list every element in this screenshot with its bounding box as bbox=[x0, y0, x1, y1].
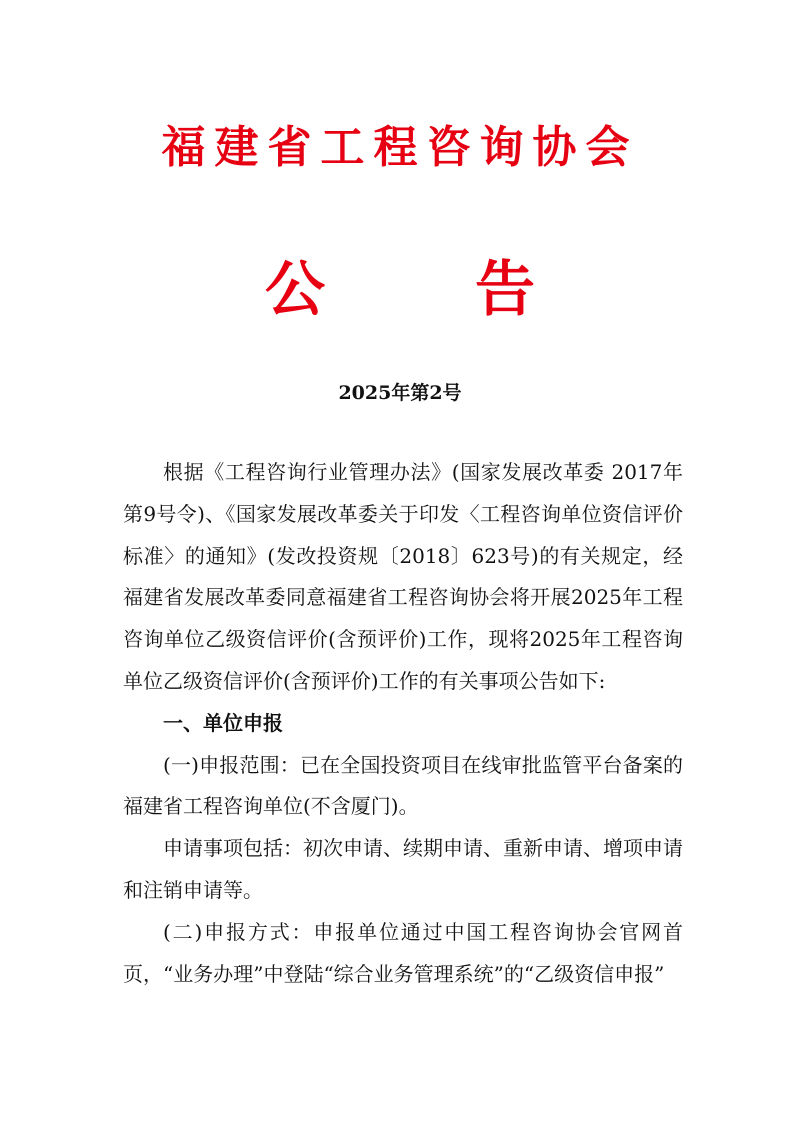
item-application-method: (二)申报方式：申报单位通过中国工程咨询协会官网首页，“业务办理”中登陆“综合业务管理系统”的“乙级资信申报” bbox=[123, 919, 683, 986]
notice-title-char-1: 公 bbox=[265, 255, 325, 325]
notice-body bbox=[123, 452, 683, 995]
item-application-scope: (一)申报范围：已在全国投资项目在线审批监管平台备案的福建省工程咨询单位(不含厦门)。 bbox=[123, 752, 683, 819]
document-number: 2025年第2号 bbox=[338, 382, 462, 404]
notice-title-char-2: 告 bbox=[475, 255, 535, 325]
intro-paragraph: 根据《工程咨询行业管理办法》(国家发展改革委 2017年第9号令)、《国家发展改革委关于印发〈工程咨询单位资信评价标准〉的通知》(发改投资规〔2018〕623号)的有关规定，经福建省发展改革委同意福建省工程咨询协会将开展2025年工程咨询单位乙级资信评价(含预评价)工作，现将2025年工程咨询单位乙级资信评价(含预评价)工作的有关事项公告如下: bbox=[123, 460, 683, 693]
notice-title bbox=[0, 250, 800, 330]
section-heading-unit-application: 一、单位申报 bbox=[163, 710, 283, 735]
item-application-matters: 申请事项包括：初次申请、续期申请、重新申请、增项申请和注销申请等。 bbox=[123, 836, 683, 902]
organization-title: 福建省工程咨询协会 bbox=[161, 122, 639, 173]
